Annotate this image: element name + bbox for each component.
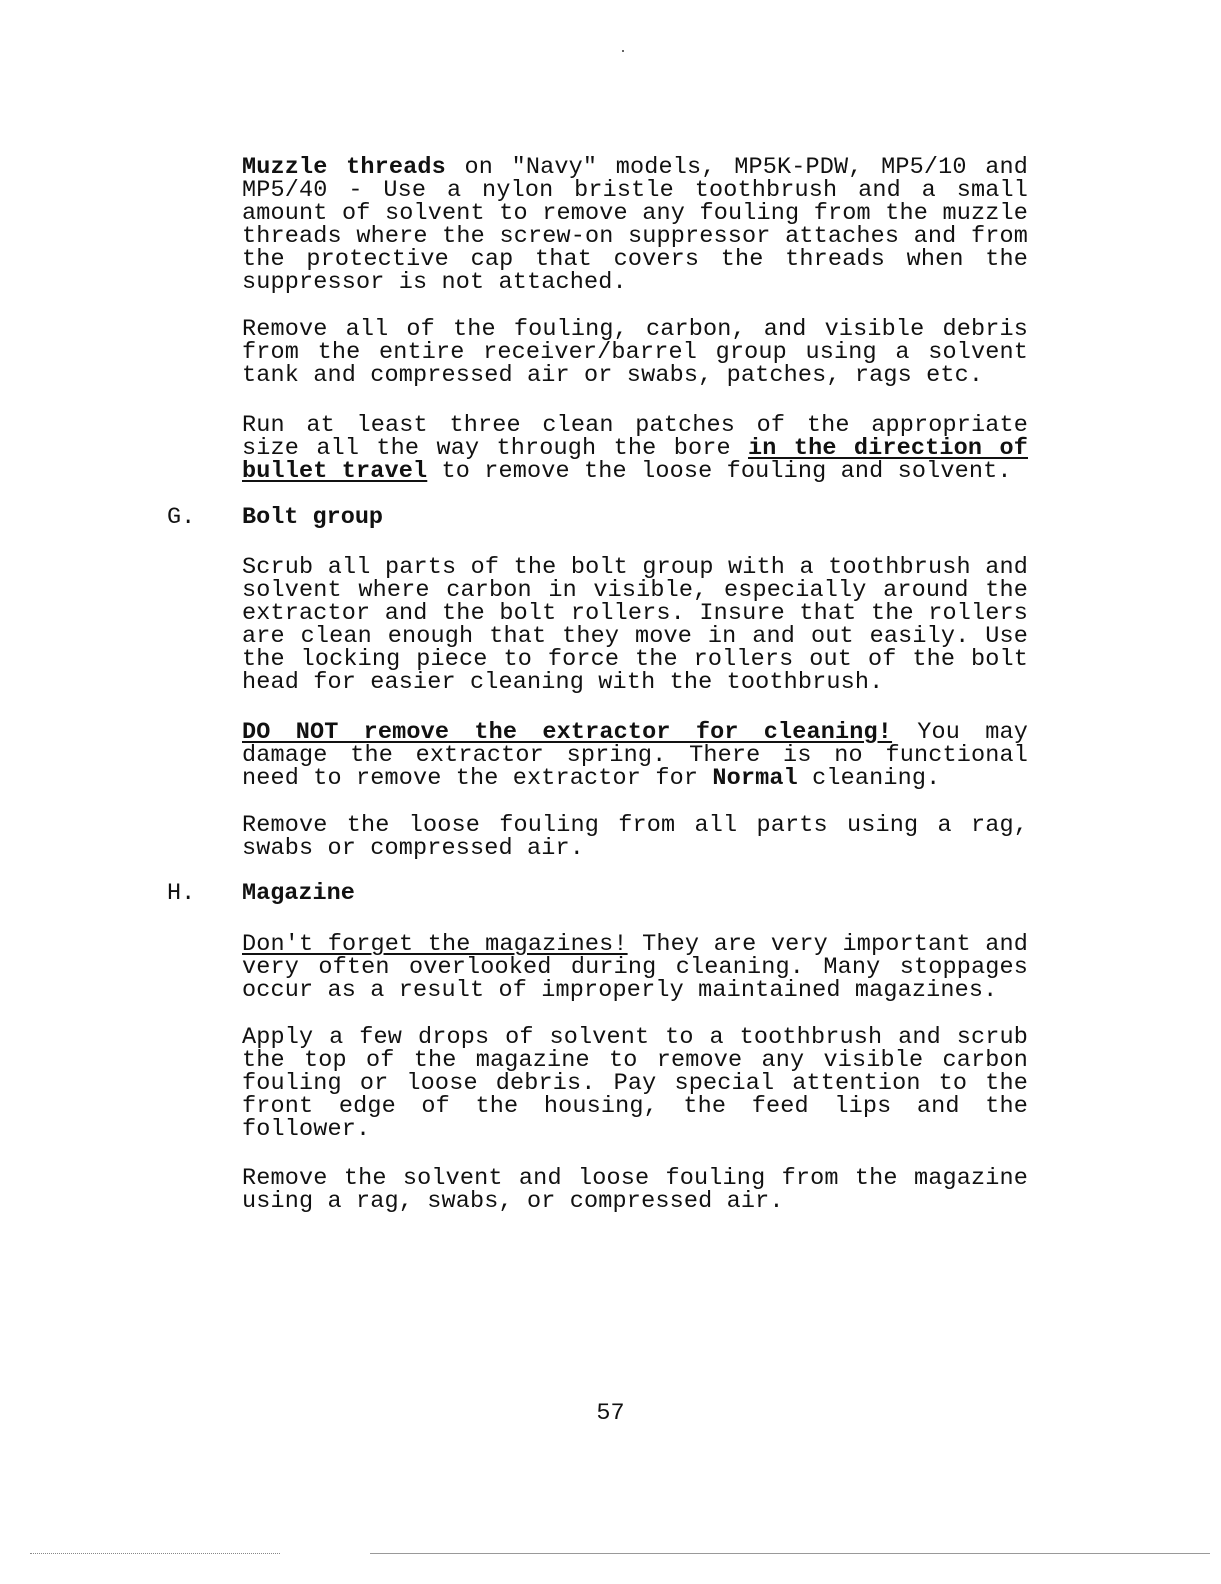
page-number: 57 [596, 1400, 625, 1427]
section-g-label: G. [167, 504, 196, 531]
patches-text-after: to remove the loose fouling and solvent. [427, 458, 1012, 485]
scan-artifact-left [30, 1553, 280, 1555]
magazines-reminder-paragraph [242, 933, 1028, 1002]
remove-solvent-text: Remove the solvent and loose fouling from the magazine using a rag, swabs, or compressed air. [242, 1165, 1028, 1215]
remove-fouling-text: Remove all of the fouling, carbon, and visible debris from the entire receiver/barrel group using a solvent tank and compressed air or swabs, patches, rags etc. [242, 316, 1028, 389]
bolt-scrub-text: Scrub all parts of the bolt group with a toothbrush and solvent where carbon in visible, especially around the extractor and the bolt rollers. Insure that the rollers are clean enough that they move in and out easily. Use the locking piece to force the rollers out of the bolt head for easier cleaning with the toothbrush. [242, 554, 1028, 696]
remove-solvent-paragraph [242, 1167, 1028, 1213]
bullet-travel-emphasis: in the direction of bullet travel [242, 435, 1028, 485]
muzzle-threads-text: on "Navy" models, MP5K-PDW, MP5/10 and MP5/40 - Use a nylon bristle toothbrush and a small amount of solvent to remove any fouling from the muzzle threads where the screw-on suppressor attaches and from the protective cap that covers the threads when the suppressor is not attached. [242, 154, 1028, 296]
scan-speck [622, 50, 624, 52]
extractor-warning-text-after: cleaning. [797, 765, 941, 792]
remove-fouling-paragraph [242, 318, 1028, 387]
scan-artifact-right [370, 1553, 1210, 1555]
magazines-reminder-text: They are very important and very often overlooked during cleaning. Many stoppages occur as a result of improperly maintained magazines. [242, 931, 1028, 1004]
muzzle-threads-paragraph [242, 156, 1028, 294]
apply-solvent-text: Apply a few drops of solvent to a toothbrush and scrub the top of the magazine to remove any visible carbon fouling or loose debris. Pay special attention to the front edge of the housing, the feed lips and the follower. [242, 1024, 1028, 1143]
remove-loose-paragraph [242, 814, 1028, 860]
normal-bold: Normal [712, 765, 798, 792]
bolt-scrub-paragraph [242, 556, 1028, 694]
extractor-warning-emphasis: DO NOT remove the extractor for cleaning! [242, 719, 893, 746]
extractor-warning-paragraph [242, 721, 1028, 790]
section-h-label: H. [167, 880, 196, 907]
extractor-warning-text: You may damage the extractor spring. There is no functional need to remove the extractor for [242, 719, 1028, 792]
magazines-reminder-underlined: Don't forget the magazines! [242, 931, 628, 958]
patches-paragraph [242, 414, 1028, 483]
section-g-heading: Bolt group [242, 504, 384, 531]
remove-loose-text: Remove the loose fouling from all parts using a rag, swabs or compressed air. [242, 812, 1028, 862]
muzzle-threads-bold-lead: Muzzle threads [242, 154, 446, 181]
apply-solvent-paragraph [242, 1026, 1028, 1141]
section-h-heading: Magazine [242, 880, 355, 907]
patches-text-before: Run at least three clean patches of the appropriate size all the way through the bore [242, 412, 1028, 462]
